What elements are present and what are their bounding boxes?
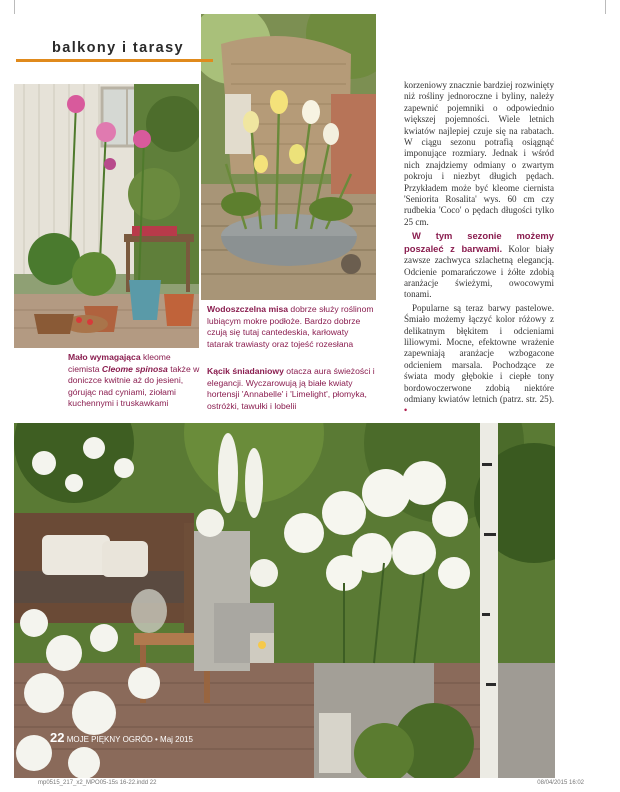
- article-paragraph-3: [404, 303, 554, 417]
- caption-cleome-text-2: także w doniczce kwitnie aż do jesieni, górując nad cyniami, ziołami kuchennymi i truskawkami: [68, 363, 200, 409]
- caption-breakfast-text: otacza aura świeżości i elegancji. Wyczarowują ją białe kwiaty hortensji 'Annabelle' i 'Limelight', płomyka, ostróżki, tawułki i lobelii: [207, 366, 375, 411]
- article-paragraph-3-text: Popularne są teraz barwy pastelowe. Śmiało możemy łączyć kolor różowy z delikatnym błękitem i odcieniami liliowymi. Mocne, efektowne wrażenie zapewniają aranżacje wzbogacone odcieniem marsala. Pochodzące ze świata mody głębokie i ciepłe tony bordowoczerwone zdobią niektóre odmiany kwiatów letnich (patrz. str. 25).: [404, 302, 554, 404]
- caption-cleome-latin-name: Cleome spinosa: [101, 363, 168, 374]
- caption-cleome: [68, 352, 200, 410]
- folio-text: MOJE PIĘKNY OGRÓD • Maj 2015: [66, 735, 193, 744]
- photo-calla-illustration: [201, 14, 376, 300]
- caption-cleome-lead: Mało wymagająca: [68, 352, 141, 362]
- caption-calla-lead: Wodoszczelna misa: [207, 304, 289, 314]
- caption-calla-bowl: [207, 304, 377, 350]
- article-end-mark: •: [404, 405, 408, 416]
- page-number: 22: [50, 730, 65, 745]
- page-folio: [50, 730, 193, 745]
- photo-breakfast-corner: [14, 423, 555, 778]
- article-paragraph-2-lead: W tym sezonie możemy poszaleć z barwami.: [404, 230, 554, 254]
- slug-right: 08/04/2015 16:02: [537, 780, 584, 786]
- caption-breakfast-corner: [207, 366, 377, 412]
- caption-breakfast-lead: Kącik śniadaniowy: [207, 366, 284, 376]
- section-accent-rule: [16, 59, 213, 62]
- photo-cleome-illustration: [14, 84, 199, 348]
- slug-left: mp0515_217_x2_MPO05-15s 16-22.indd 22: [38, 780, 157, 786]
- caption-cleome-text-1: kleome ciemista: [68, 352, 171, 374]
- article-body-column: [404, 80, 554, 417]
- crop-mark-top-right: [605, 0, 620, 14]
- photo-breakfast-illustration: [14, 423, 555, 778]
- crop-mark-top-left: [0, 0, 15, 14]
- article-paragraph-1: korzeniowy znacznie bardziej rozwinięty niż rośliny jednoroczne i byliny, należy zapewnić pojemniki o odpowiednio większej pojemności. Wiele letnich kwiatów najlepiej czuje się na rabatach. W ciągu sezonu potrafią osiągnąć imponujące rozmiary. Jednak i wśród nich znajdziemy odmiany o zwartym pokroju i niezbyt długich pędach. Przykładem może być kleome ciernista 'Seniorita Rosalita' wys. 60 cm czy rudbekia 'Coco' o pędach długości tylko 25 cm.: [404, 80, 554, 227]
- photo-calla-bowl: [201, 14, 376, 300]
- section-title: balkony i tarasy: [52, 40, 185, 56]
- photo-cleome-balcony: [14, 84, 199, 348]
- article-paragraph-2-text: Kolor biały zawsze zachwyca szlachetną elegancją. Odcienie pomarańczowe i żółte zdobią aranżacje świeżymi, owocowymi tonami.: [404, 243, 554, 300]
- article-paragraph-2: [404, 230, 554, 300]
- caption-calla-text: dobrze służy roślinom lubiącym mokre podłoże. Bardzo dobrze czują się tutaj cantedeskia, karłowaty tatarak trawiasty oraz tojeść rozesłana: [207, 304, 374, 349]
